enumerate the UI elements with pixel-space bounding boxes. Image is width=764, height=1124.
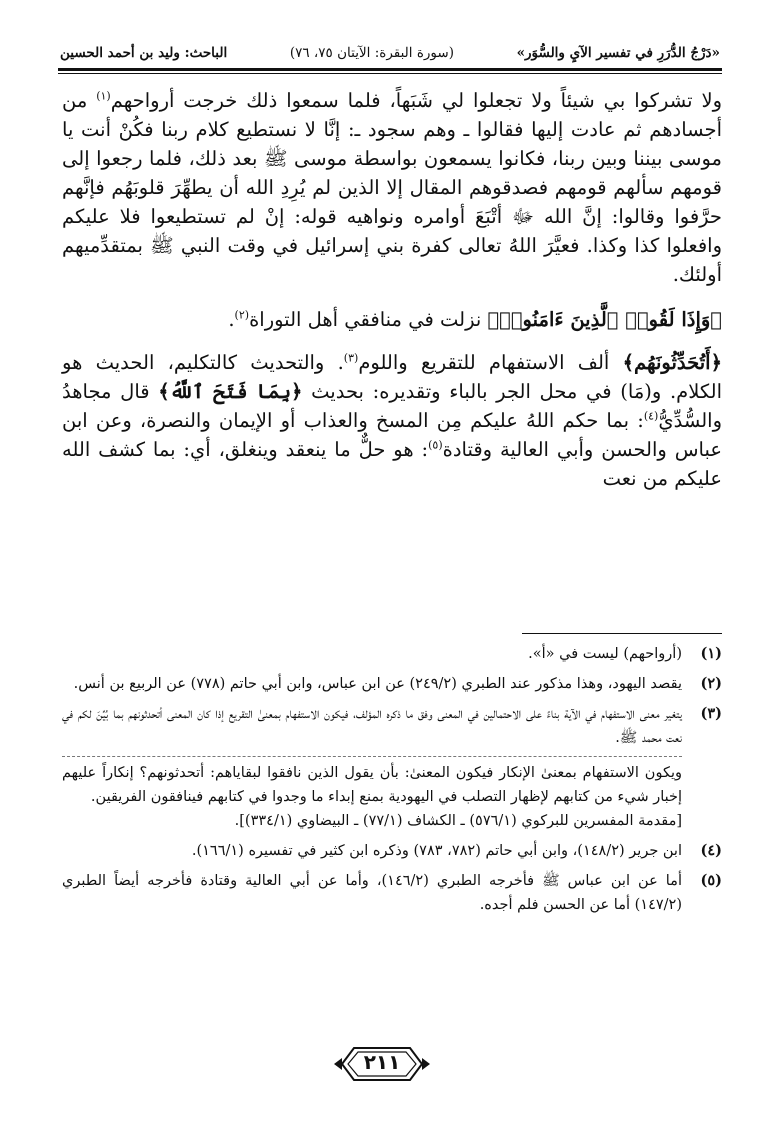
footnote-text-continued: ويكون الاستفهام بمعنىٰ الإنكار فيكون المعنىٰ: بأن يقول الذين نافقوا لبقاياهم: أتحدثونهم؟ إنكاراً عليهم إخبار شيء من كتابهم لإظهار التصلب في اليهودية بمنع إبداء ما وجدوا في كتابهم فينافقون الفريقين. bbox=[62, 756, 682, 809]
quran-quote: ﴿وَإِذَا لَقُوا۟ ٱلَّذِينَ ءَامَنُوا۟﴾ bbox=[487, 308, 722, 331]
researcher-name: الباحث: وليد بن أحمد الحسين bbox=[60, 45, 228, 61]
text-run: ولا تشركوا بي شيئاً ولا تجعلوا لي شَبَهاً، فلما سمعوا ذلك خرجت أرواحهم bbox=[110, 89, 722, 112]
paragraph-1 bbox=[62, 86, 722, 289]
text-run: من أجسادهم ثم عادت إليها فقالوا ـ وهم سجود ـ: إنَّا لا نستطيع كلام ربنا فكُنْ أنت يا موسى بيننا وبين ربنا، فكانوا يسمعون بواسطة موسى ﷺ بعد ذلك، فلما رجعوا إلى قومهم سألهم قومهم فصدقوهم المقال إلا الذين لم يُرِدِ الله أن يطهِّرَ قلوبَهُم فإنَّهم حرَّفوا وقالوا: إنَّ الله ﷻ أتْبَعَ أوامره ونواهيه قوله: إنْ لم تستطيعوا فلا عليكم وافعلوا كذا وكذا. فعيَّرَ اللهُ تعالى كفرة بني إسرائيل في وقت النبي ﷺ بمتقدِّميهم أولئك. bbox=[62, 89, 722, 286]
paragraph-3 bbox=[62, 348, 722, 493]
running-header bbox=[60, 40, 720, 66]
surah-reference: (سورة البقرة: الآيتان ٧٥، ٧٦) bbox=[289, 45, 454, 61]
text-run: : هو حلٌّ ما ينعقد وينغلق، أي: بما كشف الله عليكم من نعت bbox=[62, 438, 722, 490]
footnote-text: يقصد اليهود، وهذا مذكور عند الطبري (٢٤٩/٢) عن ابن عباس، وابن أبي حاتم (٧٧٨) عن الربيع بن أنس. bbox=[73, 676, 682, 692]
text-run: . bbox=[228, 308, 235, 331]
footnote-text: (أرواحهم) ليست في «أ». bbox=[528, 646, 682, 662]
footnote-ref-5[interactable]: (٥) bbox=[428, 438, 443, 452]
quran-quote: ﴿أَتُحَدِّثُونَهُم﴾ bbox=[622, 351, 722, 374]
quran-quote: ﴿بِمَا فَتَحَ ٱللَّهُ﴾ bbox=[158, 380, 303, 403]
footnote-text: يتغير معنى الاستفهام في الآية بناءً على الاحتمالين في المعنى وفق ما ذكره المؤلف، فيكون الاستفهام بمعنىٰ التقريع إذا كان المعنى أتحدثونهم بما بُيِّنَ لكم في نعت محمد ﷺ. bbox=[62, 706, 682, 746]
text-run: قال مجاهدُ والسُّدِّيُّ bbox=[62, 380, 722, 432]
text-run: ألف الاستفهام للتقريع واللوم bbox=[358, 351, 623, 374]
page-number: ٢١١ bbox=[363, 1050, 401, 1074]
footnote-ref-2[interactable]: (٢) bbox=[234, 308, 250, 322]
footnote-number: (١) bbox=[700, 645, 722, 662]
text-run: : بما حكم اللهُ عليكم مِن المسخ والعذاب أو الإيمان والنصرة، وعن ابن عباس والحسن وأبي العالية وقتادة bbox=[62, 409, 722, 461]
text-run: نزلت في منافقي أهل التوراة bbox=[249, 308, 488, 331]
footnote-4 bbox=[62, 839, 722, 863]
footnote-number: (٢) bbox=[700, 675, 722, 692]
book-title: «دَرْجُ الدُّرَرِ في تفسير الآيِ والسُّوَر» bbox=[516, 45, 720, 61]
paragraph-2 bbox=[62, 305, 722, 334]
footnote-5 bbox=[62, 869, 722, 917]
footnote-number: (٥) bbox=[700, 872, 722, 889]
text-run: . والتحديث كالتكليم، الحديث هو الكلام. و(مَا) في محل الجر بالباء وتقديره: بحديث bbox=[62, 351, 722, 403]
page-number-ornament bbox=[332, 1042, 432, 1086]
footnote-ref-4[interactable]: (٤) bbox=[643, 409, 659, 423]
footnote-sources: [مقدمة المفسرين للبركوي (٥٧٦/١) ـ الكشاف (٧٧/١) ـ البيضاوي (٣٣٤/١)]. bbox=[234, 813, 682, 829]
footnote-3 bbox=[62, 702, 722, 833]
footnote-ref-3[interactable]: (٣) bbox=[343, 351, 359, 365]
footnote-ref-1[interactable]: (١) bbox=[96, 89, 111, 103]
footnote-2 bbox=[62, 672, 722, 696]
footnote-text: ابن جرير (١٤٨/٢)، وابن أبي حاتم (٧٨٢، ٧٨٣) وذكره ابن كثير في تفسيره (١٦٦/١). bbox=[191, 843, 682, 859]
header-rule bbox=[58, 68, 722, 71]
footnotes bbox=[62, 642, 722, 923]
footnote-separator bbox=[522, 633, 722, 634]
footnote-number: (٤) bbox=[700, 842, 722, 859]
footnote-1 bbox=[62, 642, 722, 666]
main-text bbox=[62, 86, 722, 493]
footnote-text: أما عن ابن عباس ﷺ فأخرجه الطبري (١٤٦/٢)، وأما عن أبي العالية وقتادة فأخرجه أيضاً الطبري (١٤٧/٢) أما عن الحسن فلم أجده. bbox=[62, 873, 682, 913]
footnote-number: (٣) bbox=[700, 705, 722, 722]
header-rule-thin bbox=[58, 73, 722, 74]
